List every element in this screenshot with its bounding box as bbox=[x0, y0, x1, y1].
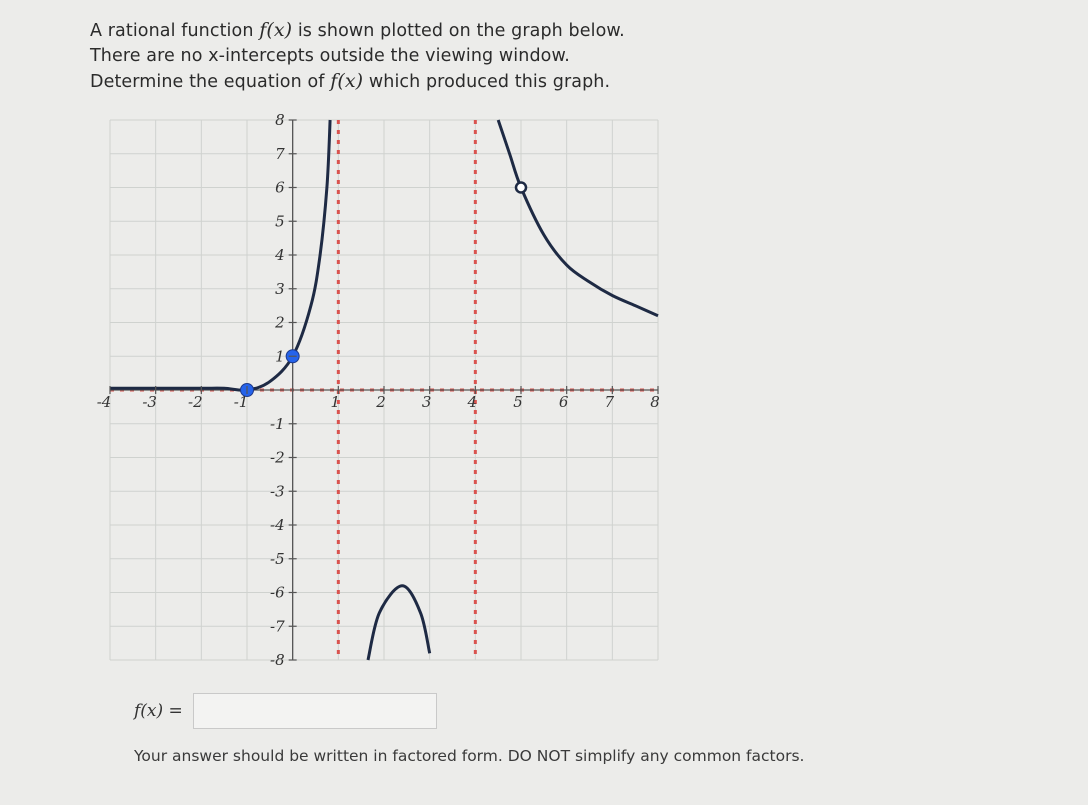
answer-label: f(x) = bbox=[134, 701, 183, 721]
x-tick-label: -3 bbox=[142, 393, 157, 411]
x-tick-label: -4 bbox=[96, 393, 112, 411]
y-tick-label: -5 bbox=[270, 549, 285, 568]
instruction-note: Your answer should be written in factored form. DO NOT simplify any common factors. bbox=[134, 747, 805, 765]
x-tick-label: 7 bbox=[604, 393, 615, 411]
hole-point bbox=[516, 183, 526, 193]
y-tick-label: 7 bbox=[275, 144, 285, 163]
curve-middle-branch bbox=[368, 586, 430, 660]
function-graph bbox=[96, 111, 670, 672]
x-tick-label: 5 bbox=[513, 393, 523, 411]
x-tick-label: 8 bbox=[650, 393, 660, 411]
y-tick-label: 4 bbox=[275, 246, 285, 264]
y-tick-label: -2 bbox=[270, 448, 285, 467]
y-tick-label: 3 bbox=[275, 279, 285, 298]
x-tick-label: 2 bbox=[376, 393, 386, 411]
curve-right-branch bbox=[498, 120, 658, 316]
y-tick-label: -7 bbox=[270, 617, 285, 636]
prompt-line-1: A rational function f(x) is shown plotted on the graph below. bbox=[90, 19, 625, 41]
x-tick-label: 1 bbox=[330, 393, 341, 411]
answer-row bbox=[134, 690, 437, 732]
y-tick-label: 6 bbox=[275, 178, 285, 197]
y-tick-label: 8 bbox=[275, 111, 285, 129]
function-symbol: f(x) bbox=[259, 19, 293, 41]
x-tick-label: -2 bbox=[188, 393, 203, 411]
y-tick-label: -4 bbox=[270, 516, 285, 534]
y-tick-label: -6 bbox=[270, 583, 285, 602]
x-tick-label: 4 bbox=[467, 393, 478, 411]
x-tick-label: -1 bbox=[233, 393, 249, 411]
x-tick-label: 3 bbox=[421, 393, 432, 411]
y-tick-label: 5 bbox=[275, 212, 285, 231]
y-tick-label: -3 bbox=[270, 482, 285, 501]
prompt-line-2: There are no x-intercepts outside the viewing window. bbox=[90, 46, 570, 66]
answer-input[interactable] bbox=[193, 693, 437, 729]
function-symbol: f(x) bbox=[330, 70, 364, 92]
y-tick-label: -1 bbox=[270, 414, 285, 433]
y-tick-label: -8 bbox=[270, 651, 285, 669]
question-prompt bbox=[90, 18, 625, 95]
y-tick-label: 2 bbox=[275, 313, 285, 332]
y-tick-label: 1 bbox=[275, 347, 285, 366]
x-tick-label: 6 bbox=[558, 393, 569, 411]
prompt-line-3: Determine the equation of f(x) which produced this graph. bbox=[90, 70, 611, 92]
